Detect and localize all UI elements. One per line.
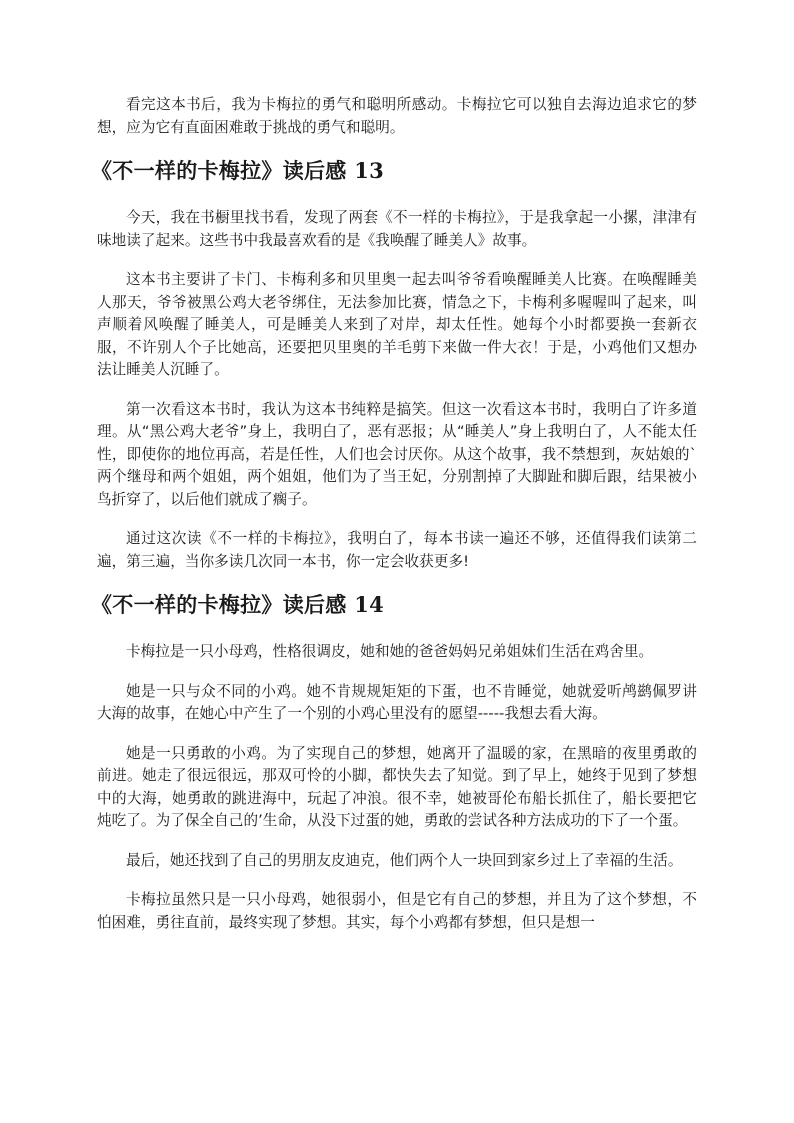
paragraph: 卡梅拉虽然只是一只小母鸡，她很弱小，但是它有自己的梦想，并且为了这个梦想，不怕困难，勇往直前，最终实现了梦想。其实，每个小鸡都有梦想，但只是想一 (97, 891, 697, 931)
paragraph: 第一次看这本书时，我认为这本书纯粹是搞笑。但这一次看这本书时，我明白了许多道理。从“黑公鸡大老爷”身上，我明白了，恶有恶报；从“睡美人”身上我明白了，人不能太任性，即使你的地位再高，若是任性，人们也会讨厌你。从这个故事，我不禁想到，灰姑娘的`两个继母和两个姐姐，两个姐姐，他们为了当王妃，分别割掉了大脚趾和脚后跟，结果被小鸟折穿了，以后他们就成了瘸子。 (97, 400, 697, 508)
paragraph: 卡梅拉是一只小母鸡，性格很调皮，她和她的爸爸妈妈兄弟姐妹们生活在鸡舍里。 (126, 643, 654, 660)
paragraph: 看完这本书后，我为卡梅拉的勇气和聪明所感动。卡梅拉它可以独自去海边追求它的梦想，应为它有直面困难敢于挑战的勇气和聪明。 (97, 96, 697, 136)
section-heading: 《不一样的卡梅拉》读后感 13 (91, 158, 385, 183)
paragraph: 最后，她还找到了自己的男朋友皮迪克，他们两个人一块回到家乡过上了幸福的生活。 (126, 851, 683, 869)
section-heading: 《不一样的卡梅拉》读后感 14 (91, 592, 385, 617)
paragraph: 今天，我在书橱里找书看，发现了两套《不一样的卡梅拉》，于是我拿起一小摞，津津有味地读了起来。这些书中我最喜欢看的是《我唤醒了睡美人》故事。 (97, 209, 697, 249)
document-body (91, 94, 697, 951)
paragraph: 她是一只与众不同的小鸡。她不肯规规矩矩的下蛋，也不肯睡觉，她就爱听鸬鹚佩罗讲大海的故事，在她心中产生了一个别的小鸡心里没有的愿望-----我想去看大海。 (97, 682, 697, 722)
paragraph: 通过这次读《不一样的卡梅拉》，我明白了，每本书读一遍还不够，还值得我们读第二遍，第三遍，当你多读几次同一本书，你一定会收获更多! (97, 530, 697, 570)
paragraph: 这本书主要讲了卡门、卡梅利多和贝里奥一起去叫爷爷看唤醒睡美人比赛。在唤醒睡美人那天，爷爷被黑公鸡大老爷绑住，无法参加比赛，情急之下，卡梅利多喔喔叫了起来，叫声顺着风唤醒了睡美人，可是睡美人来到了对岸，却太任性。她每个小时都要换一套新衣服，不许别人个子比她高，还要把贝里奥的羊毛剪下来做一件大衣！于是，小鸡他们又想办法让睡美人沉睡了。 (97, 271, 697, 378)
paragraph: 她是一只勇敢的小鸡。为了实现自己的梦想，她离开了温暖的家，在黑暗的夜里勇敢的前进。她走了很远很远，那双可怜的小脚，都快失去了知觉。到了早上，她终于见到了梦想中的大海，她勇敢的跳进海中，玩起了冲浪。很不幸，她被哥伦布船长抓住了，船长要把它炖吃了。为了保全自己的’生命，从没下过蛋的她，勇敢的尝试各种方法成功的下了一个蛋。 (97, 744, 697, 829)
